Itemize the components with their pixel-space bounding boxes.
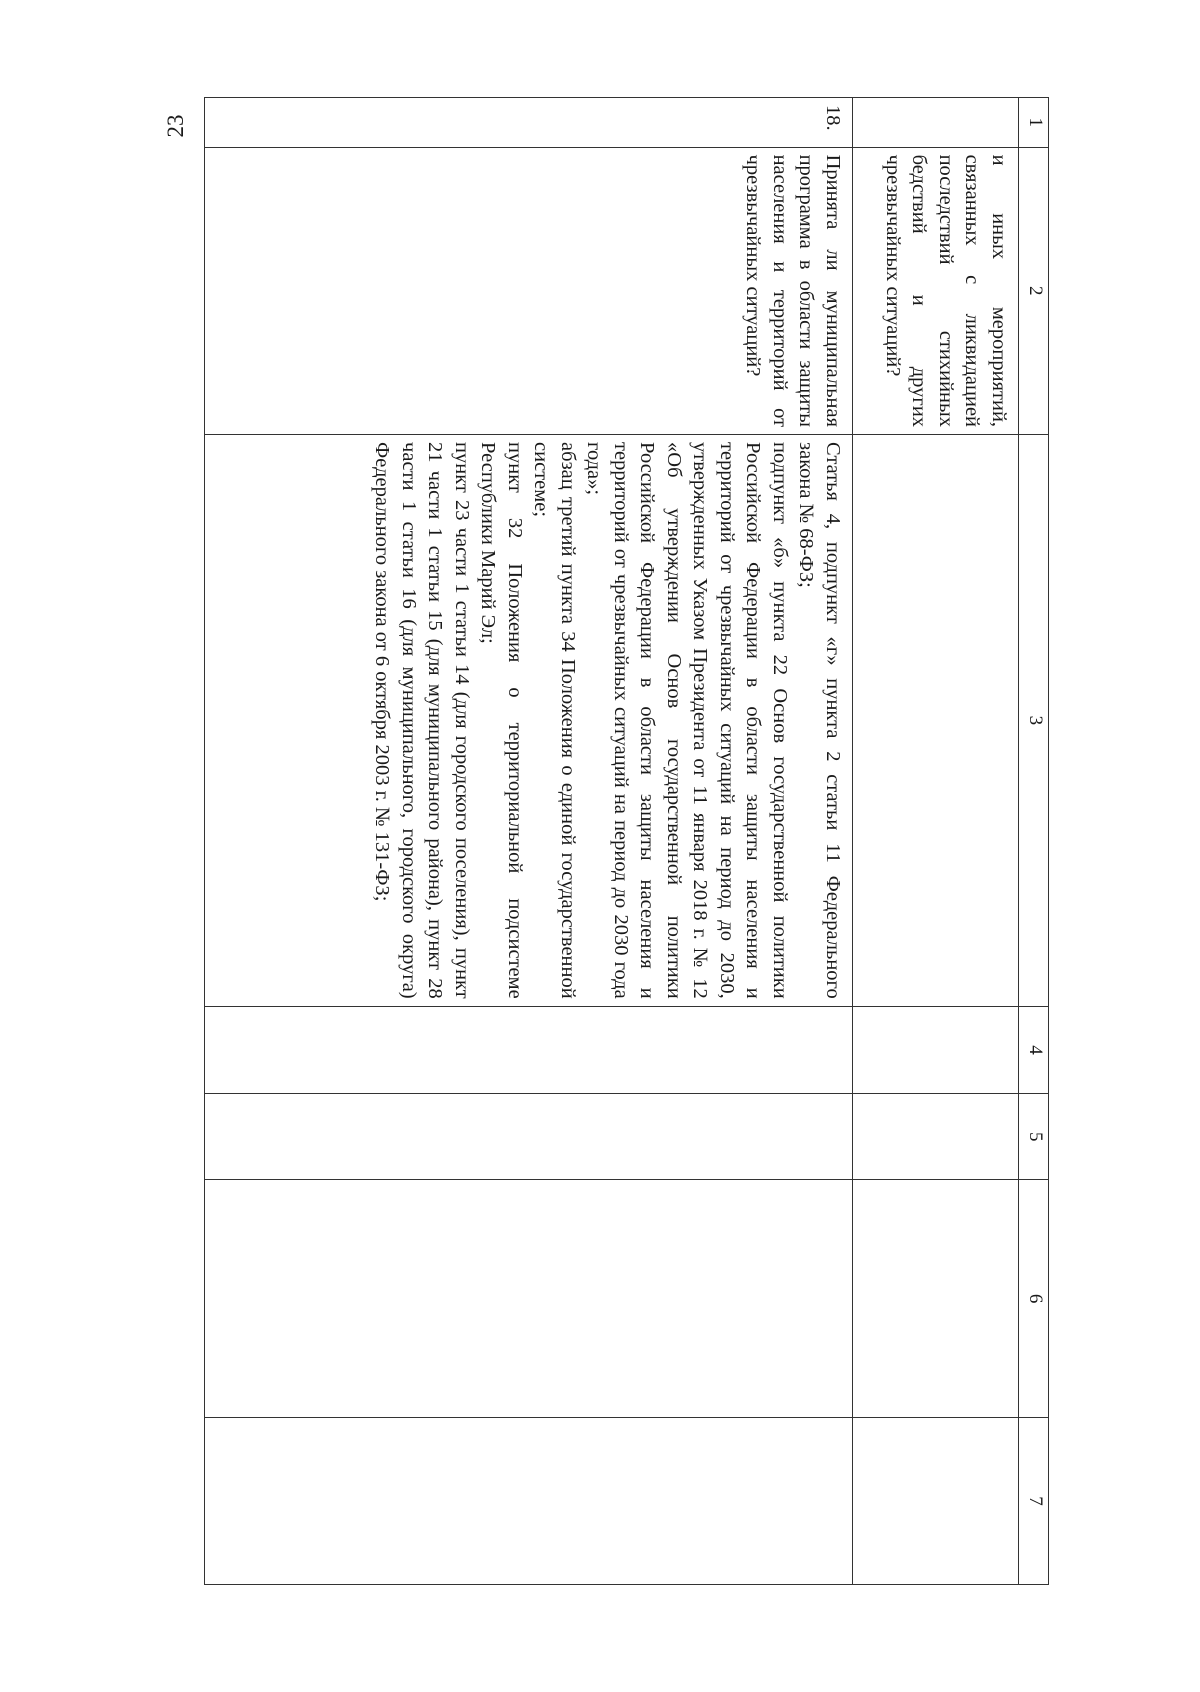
column-header-6: 6 [1019, 1180, 1049, 1418]
col7-cell [853, 1418, 1019, 1585]
col6-cell [853, 1180, 1019, 1418]
checklist-table [204, 97, 1049, 1585]
col5-cell [853, 1094, 1019, 1180]
col4-cell [853, 1006, 1019, 1094]
legal-basis-item: подпункт «б» пункта 22 Основ государственной политики Российской Федерации в области защиты населения и территорий от чрезвычайных ситуаций на период до 2030, утвержденных Указом Президента от 11 января 2018 г. № 12 «Об утверждении Основ государственной политики Российской Федерации в области защиты населения и территорий от чрезвычайных ситуаций на период до 2030 года года»; [583, 442, 791, 999]
row-number-cell: 18. [205, 98, 853, 148]
col4-cell [205, 1006, 853, 1094]
column-header-2: 2 [1019, 147, 1049, 434]
column-header-4: 4 [1019, 1006, 1049, 1094]
question-cell: Принята ли муниципальная программа в области защиты населения и территорий от чрезвычайных ситуаций? [205, 147, 853, 434]
column-header-3: 3 [1019, 435, 1049, 1007]
column-header-5: 5 [1019, 1094, 1049, 1180]
table-row-18 [205, 98, 853, 1585]
legal-basis-cell [853, 435, 1019, 1007]
column-header-1: 1 [1019, 98, 1049, 148]
table-row-continued [853, 98, 1019, 1585]
page-number: 23 [163, 114, 188, 138]
legal-basis-cell [205, 435, 853, 1007]
col5-cell [205, 1094, 853, 1180]
legal-basis-item: абзац третий пункта 34 Положения о единой государственной системе; [530, 442, 579, 999]
col6-cell [205, 1180, 853, 1418]
col7-cell [205, 1418, 853, 1585]
legal-basis-item: пункт 32 Положения о территориальной подсистеме Республики Марий Эл; [477, 442, 526, 999]
question-cell: и иных мероприятий, связанных с ликвидацией последствий стихийных бедствий и других чрезвычайных ситуаций? [853, 147, 1019, 434]
column-header-row [1019, 98, 1049, 1585]
row-number-cell [853, 98, 1019, 148]
table-sheet [204, 97, 1049, 1585]
legal-basis-item: Статья 4, подпункт «г» пункта 2 статьи 11 Федерального закона № 68-ФЗ; [795, 442, 844, 999]
legal-basis-item: пункт 23 части 1 статьи 14 (для городского поселения), пункт 21 части 1 статьи 15 (для муниципального района), пункт 28 части 1 статьи 16 (для муниципального, городского округа) Федерального закона от 6 октября 2003 г. № 131-ФЗ; [371, 442, 473, 999]
column-header-7: 7 [1019, 1418, 1049, 1585]
